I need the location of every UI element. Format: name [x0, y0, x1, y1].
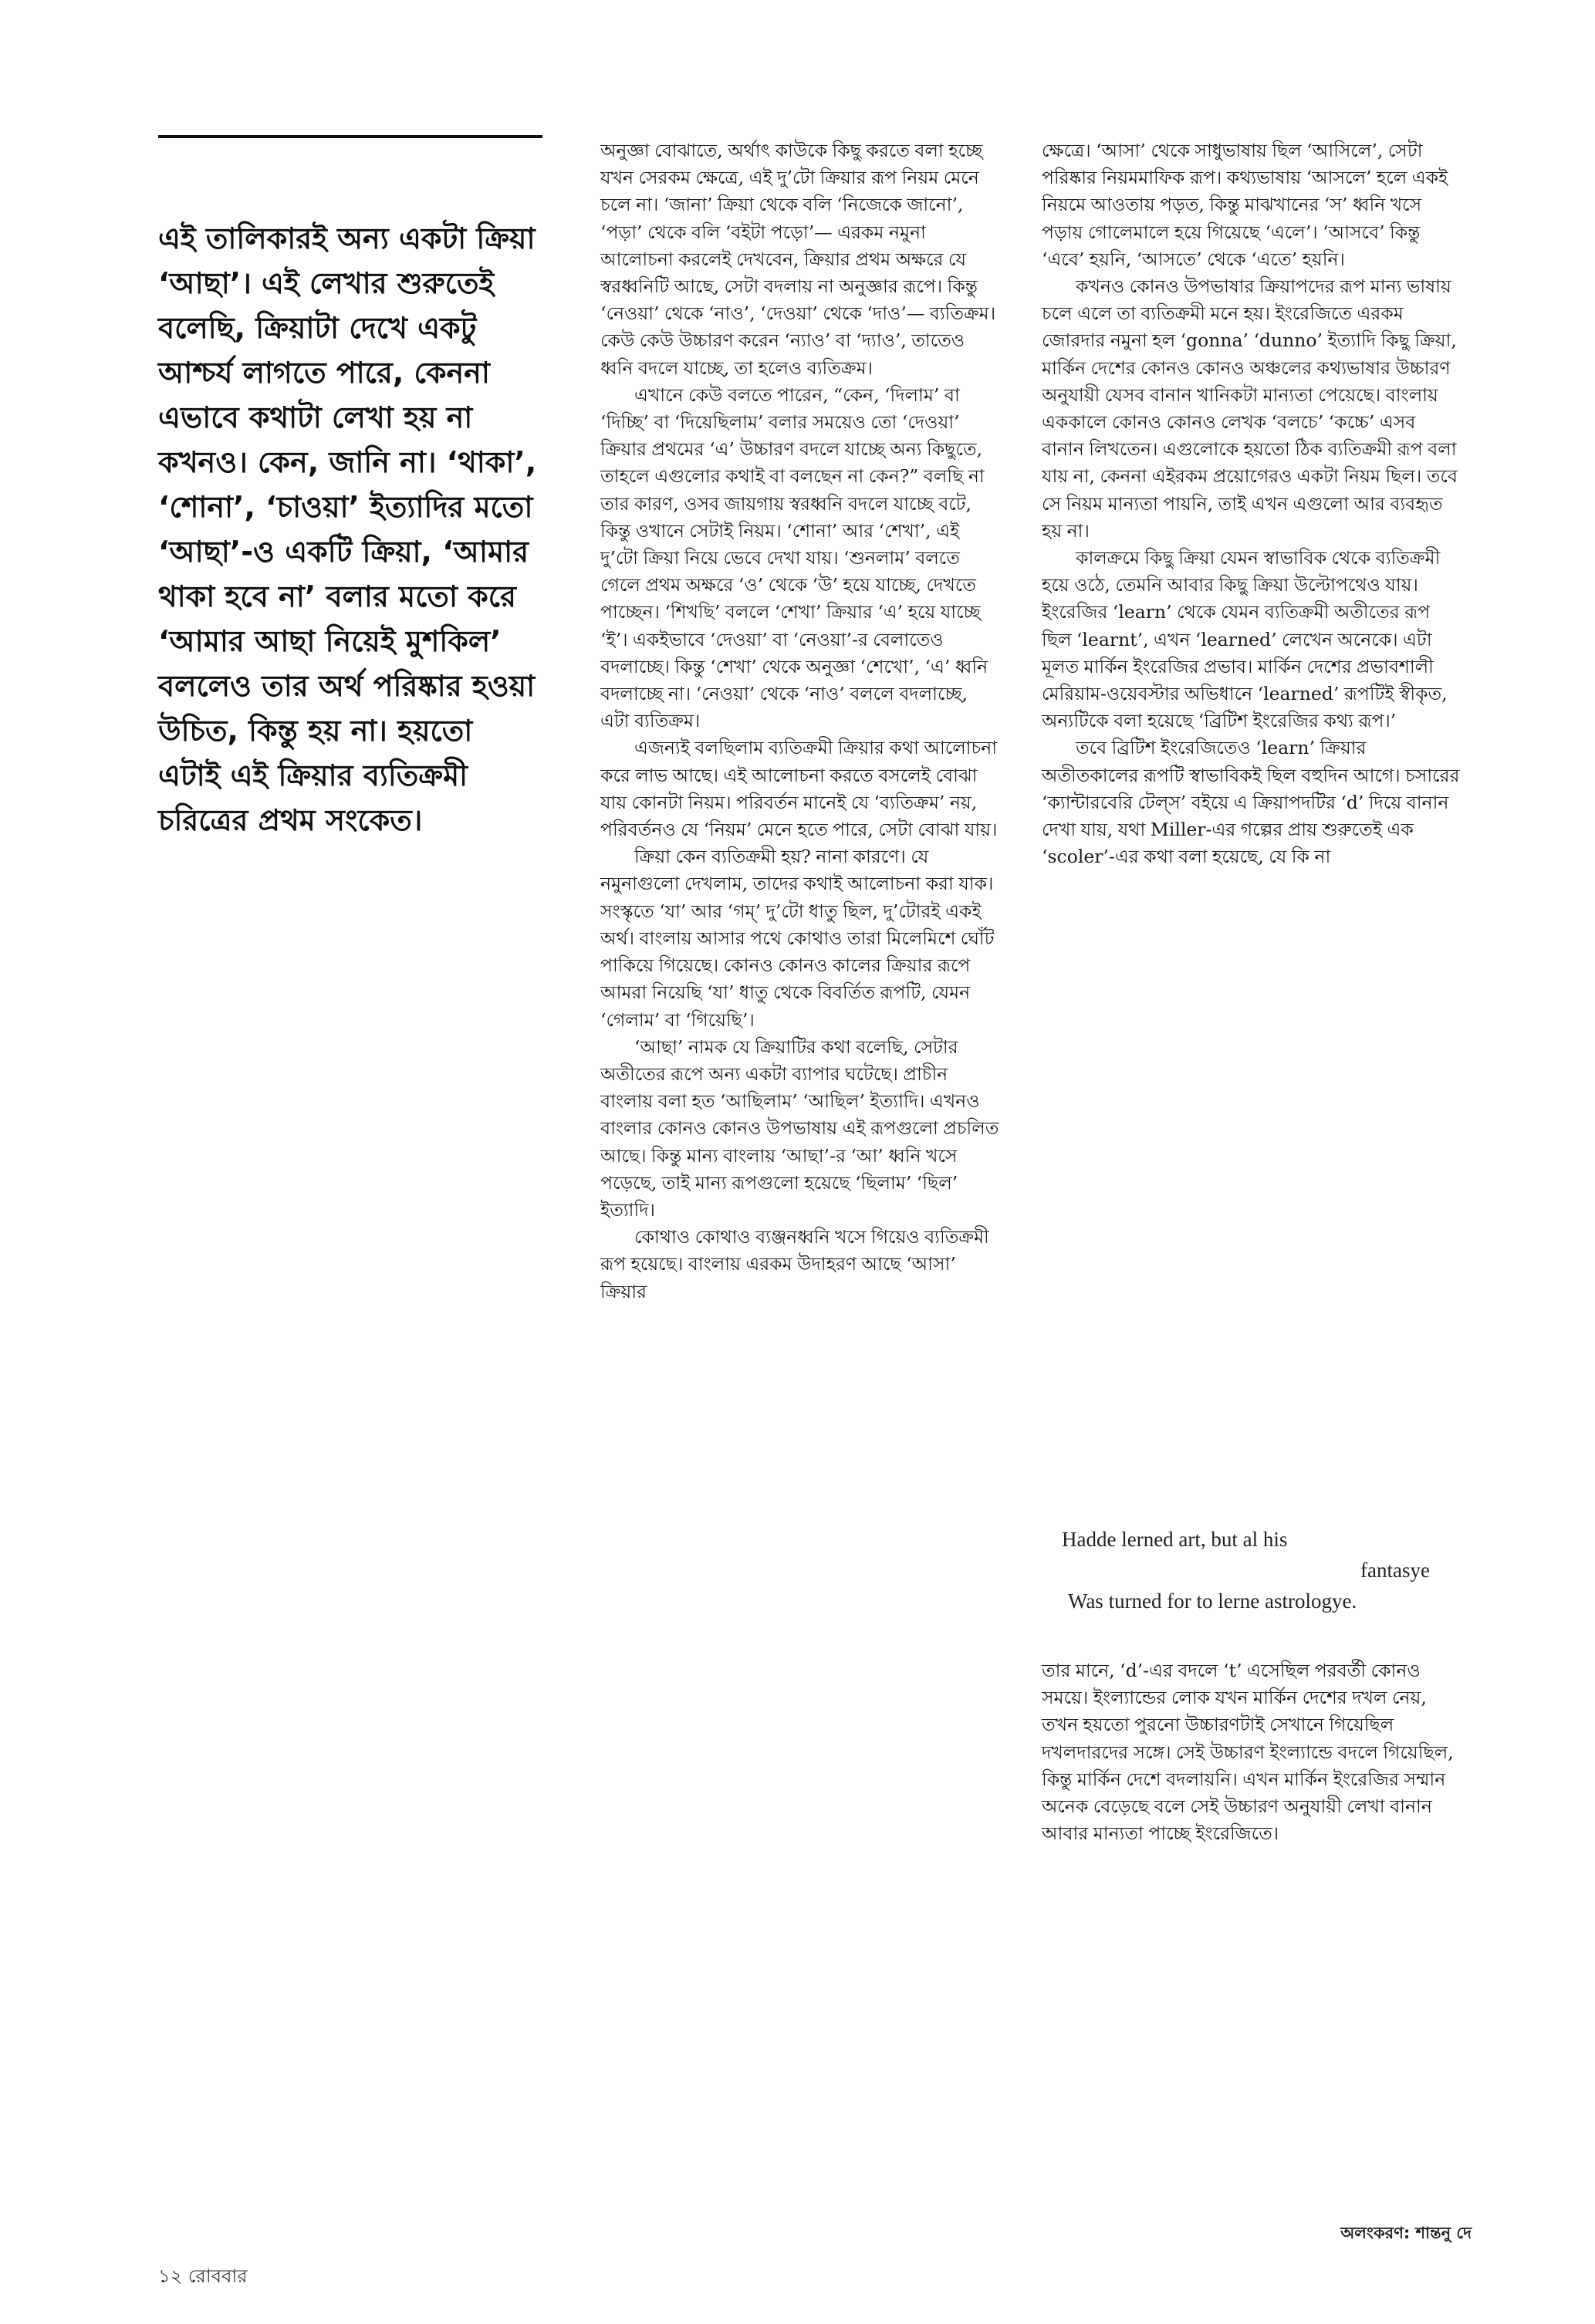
- paragraph: এজন্যই বলছিলাম ব্যতিক্রমী ক্রিয়ার কথা আলোচনা করে লাভ আছে। এই আলোচনা করতে বসলেই বোঝা যায় কোনটা নিয়ম। পরিবর্তন মানেই যে ‘ব্যতিক্রম’ নয়, পরিবর্তনও যে ‘নিয়ম’ মেনে হতে পারে, সেটা বোঝা যায়।: [600, 737, 998, 841]
- column-middle: [600, 137, 1002, 1306]
- paragraph: তবে ব্রিটিশ ইংরেজিতেও ‘learn’ ক্রিয়ার অতীতকালের রূপটি স্বাভাবিকই ছিল বহুদিন আগে। চসারের ‘ক্যান্টারবেরি টেল্‌স’ বইয়ে এ ক্রিয়াপদটির ‘d’ দিয়ে বানান দেখা যায়, যথা Miller-এর গল্পের প্রায় শুরুতেই এক ‘scoler’-এর কথা বলা হয়েছে, যে কি না: [1042, 737, 1460, 868]
- paragraph: কখনও কোনও উপভাষার ক্রিয়াপদের রূপ মান্য ভাষায় চলে এলে তা ব্যতিক্রমী মনে হয়। ইংরেজিতে এরকম জোরদার নমুনা হল ‘gonna’ ‘dunno’ ইত্যাদি কিছু ক্রিয়া, মার্কিন দেশের কোনও কোনও অঞ্চলের কথ্যভাষার উচ্চারণ অনুযায়ী যেসব বানান খানিকটা মান্যতা পেয়েছে। বাংলায় এককালে কোনও কোনও লেখক ‘বলচে’ ‘কচ্চে’ এসব বানান লিখতেন। এগুলোকে হয়তো ঠিক ব্যতিক্রমী রূপ বলা যায় না, কেননা এইরকম প্রয়োগেরও একটা নিয়ম ছিল। তবে সে নিয়ম মান্যতা পায়নি, তাই এখন এগুলো আর ব্যবহৃত হয় না।: [1042, 275, 1458, 542]
- pull-quote: এই তালিকারই অন্য একটা ক্রিয়া ‘আছা’। এই লেখার শুরুতেই বলেছি, ক্রিয়াটা দেখে একটু আশ্চর্য লাগতে পারে, কেননা এভাবে কথাটা লেখা হয় না কখনও। কেন, জানি না। ‘থাকা’, ‘শোনা’, ‘চাওয়া’ ইত্যাদির মতো ‘আছা’-ও একটি ক্রিয়া, ‘আমার থাকা হবে না’ বলার মতো করে ‘আমার আছা নিয়েই মুশকিল’ বললেও তার অর্থ পরিষ্কার হওয়া উচিত, কিন্তু হয় না। হয়তো এটাই এই ক্রিয়ার ব্যতিক্রমী চরিত্রের প্রথম সংকেত।: [158, 221, 537, 837]
- paragraph: এখানে কেউ বলতে পারেন, “কেন, ‘দিলাম’ বা ‘দিচ্ছি’ বা ‘দিয়েছিলাম’ বলার সময়েও তো ‘দেওয়া’ ক্রিয়ার প্রথমের ‘এ’ উচ্চারণ বদলে যাচ্ছে অন্য কিছুতে, তাহলে এগুলোর কথাই বা বলছেন না কেন?” বলছি না তার কারণ, ওসব জায়গায় স্বরধ্বনি বদলে যাচ্ছে বটে, কিন্তু ওখানে সেটাই নিয়ম। ‘শোনা’ আর ‘শেখা’, এই দু’টো ক্রিয়া নিয়ে ভেবে দেখা যায়। ‘শুনলাম’ বলতে গেলে প্রথম অক্ষরে ‘ও’ থেকে ‘উ’ হয়ে যাচ্ছে, দেখতে পাচ্ছেন। ‘শিখছি’ বললে ‘শেখা’ ক্রিয়ার ‘এ’ হয়ে যাচ্ছে ‘ই’। একইভাবে ‘দেওয়া’ বা ‘নেওয়া’-র বেলাতেও বদলাচ্ছে। কিন্তু ‘শেখা’ থেকে অনুজ্ঞা ‘শেখো’, ‘এ’ ধ্বনি বদলাচ্ছে না। ‘নেওয়া’ থেকে ‘নাও’ বললে বদলাচ্ছে, এটা ব্যতিক্রম।: [600, 383, 988, 732]
- illustration-credit: অলংকরণ: শান্তনু দে: [1340, 2224, 1472, 2242]
- verse-line: Hadde lerned art, but al his: [1062, 1528, 1288, 1551]
- paragraph: তার মানে, ‘d’-এর বদলে ‘t’ এসেছিল পরবর্তী কোনও সময়ে। ইংল্যান্ডের লোক যখন মার্কিন দেশের দখল নেয়, তখন হয়তো পুরনো উচ্চারণটাই সেখানে গিয়েছিল দখলদারদের সঙ্গে। সেই উচ্চারণ ইংল্যান্ডে বদলে গিয়েছিল, কিন্তু মার্কিন দেশে বদলায়নি। এখন মার্কিন ইংরেজির সম্মান অনেক বেড়েছে বলে সেই উচ্চারণ অনুযায়ী লেখা বানান আবার মান্যতা পাচ্ছে ইংরেজিতে।: [1042, 1660, 1454, 1845]
- paragraph: অনুজ্ঞা বোঝাতে, অর্থাৎ কাউকে কিছু করতে বলা হচ্ছে যখন সেরকম ক্ষেত্রে, এই দু’টো ক্রিয়ার রূপ নিয়ম মেনে চলে না। ‘জানা’ ক্রিয়া থেকে বলি ‘নিজেকে জানো’, ‘পড়া’ থেকে বলি ‘বইটা পড়ো’— এরকম নমুনা আলোচনা করলেই দেখবেন, ক্রিয়ার প্রথম অক্ষরে যে স্বরধ্বনিটি আছে, সেটা বদলায় না অনুজ্ঞার রূপে। কিন্তু ‘নেওয়া’ থেকে ‘নাও’, ‘দেওয়া’ থেকে ‘দাও’— ব্যতিক্রম। কেউ কেউ উচ্চারণ করেন ‘ন্যাও’ বা ‘দ্যাও’, তাতেও ধ্বনি বদলে যাচ্ছে, তা হলেও ব্যতিক্রম।: [600, 140, 996, 379]
- paragraph: কালক্রমে কিছু ক্রিয়া যেমন স্বাভাবিক থেকে ব্যতিক্রমী হয়ে ওঠে, তেমনি আবার কিছু ক্রিয়া উল্টোপথেও যায়। ইংরেজির ‘learn’ থেকে যেমন ব্যতিক্রমী অতীতের রূপ ছিল ‘learnt’, এখন ‘learned’ লেখেন অনেকে। এটা মূলত মার্কিন ইংরেজির প্রভাব। মার্কিন দেশের প্রভাবশালী মেরিয়াম-ওয়েবস্টার অভিধানে ‘learned’ রূপটিই স্বীকৃত, অন্যটিকে বলা হয়েছে ‘ব্রিটিশ ইংরেজির কথ্য রূপ।’: [1042, 547, 1448, 732]
- paragraph: ক্রিয়া কেন ব্যতিক্রমী হয়? নানা কারণে। যে নমুনাগুলো দেখলাম, তাদের কথাই আলোচনা করা যাক। সংস্কৃতে ‘যা’ আর ‘গম্’ দু’টো ধাতু ছিল, দু’টোরই একই অর্থ। বাংলায় আসার পথে কোথাও তারা মিলেমিশে ঘোঁট পাকিয়ে গিয়েছে। কোনও কোনও কালের ক্রিয়ার রূপে আমরা নিয়েছি ‘যা’ ধাতু থেকে বিবর্তিত রূপটি, যেমন ‘গেলাম’ বা ‘গিয়েছি’।: [600, 846, 995, 1031]
- column-right-continued: [1042, 1657, 1462, 1847]
- paragraph: ক্ষেত্রে। ‘আসা’ থেকে সাধুভাষায় ছিল ‘আসিলে’, সেটা পরিষ্কার নিয়মমাফিক রূপ। কথ্যভাষায় ‘আসলে’ হলে একই নিয়মে আওতায় পড়ত, কিন্তু মাঝখানের ‘স’ ধ্বনি খসে পড়ায় গোলেমালে হয়ে গিয়েছে ‘এলে’। ‘আসবে’ কিন্তু ‘এবে’ হয়নি, ‘আসতে’ থেকে ‘এতে’ হয়নি।: [1042, 140, 1448, 270]
- verse-line: fantasye: [1360, 1559, 1430, 1582]
- column-right: [1042, 137, 1462, 870]
- top-rule: [158, 135, 542, 138]
- paragraph: ‘আছা’ নামক যে ক্রিয়াটির কথা বলেছি, সেটার অতীতের রূপে অন্য একটা ব্যাপার ঘটেছে। প্রাচীন বাংলায় বলা হত ‘আছিলাম’ ‘আছিল’ ইত্যাদি। এখনও বাংলার কোনও কোনও উপভাষায় এই রূপগুলো প্রচলিত আছে। কিন্তু মান্য বাংলায় ‘আছা’-র ‘আ’ ধ্বনি খসে পড়েছে, তাই মান্য রূপগুলো হয়েছে ‘ছিলাম’ ‘ছিল’ ইত্যাদি।: [600, 1035, 999, 1221]
- page-folio: ১২ রোববার: [158, 2265, 248, 2287]
- verse-line: Was turned for to lerne astrologye.: [1068, 1589, 1357, 1613]
- paragraph: কোথাও কোথাও ব্যঞ্জনধ্বনি খসে গিয়েও ব্যতিক্রমী রূপ হয়েছে। বাংলায় এরকম উদাহরণ আছে ‘আসা’ ক্রিয়ার: [600, 1226, 989, 1302]
- verse-quote: [1042, 1524, 1462, 1616]
